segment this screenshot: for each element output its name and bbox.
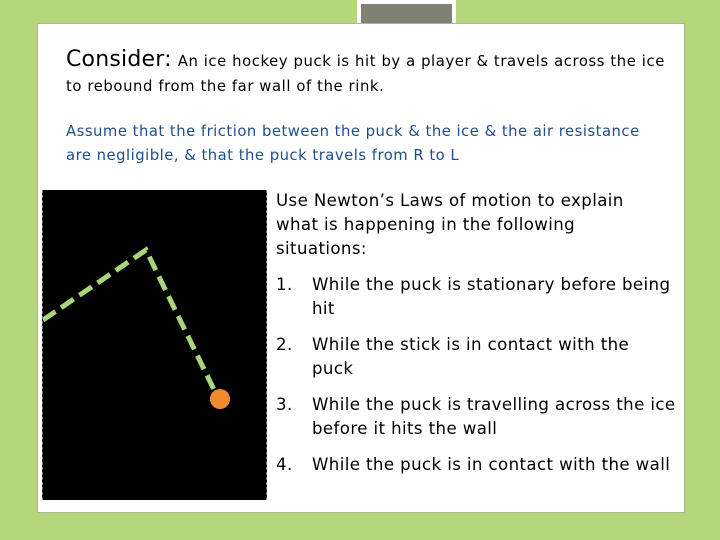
question-item (276, 273, 676, 321)
instructions-text: Use Newton’s Laws of motion to explain what is happening in the following situations: (276, 191, 624, 258)
question-item (276, 333, 676, 381)
puck-icon (210, 389, 230, 409)
puck-path-diagram (42, 190, 267, 500)
question-number: 3. (276, 395, 293, 414)
consider-label: Consider: (66, 47, 172, 72)
intro-paragraph (66, 47, 666, 99)
intro-text: An ice hockey puck is hit by a player & travels across the ice to rebound from the far wall of the rink. (66, 53, 665, 95)
question-text: While the stick is in contact with the puck (312, 335, 630, 378)
question-list (276, 273, 676, 489)
question-text: While the puck is travelling across the ice before it hits the wall (312, 395, 676, 438)
question-text: While the puck is stationary before being hit (312, 275, 671, 318)
question-text: While the puck is in contact with the wall (312, 455, 671, 474)
puck-trajectory-path (43, 250, 219, 400)
question-item (276, 393, 676, 441)
puck-path-svg (43, 190, 268, 500)
assumption-text: Assume that the friction between the puck & the ice & the air resistance are negligible, & that the puck travels from R to L (66, 123, 640, 164)
question-number: 2. (276, 335, 293, 354)
question-item (276, 453, 676, 477)
question-number: 1. (276, 275, 293, 294)
question-number: 4. (276, 455, 293, 474)
